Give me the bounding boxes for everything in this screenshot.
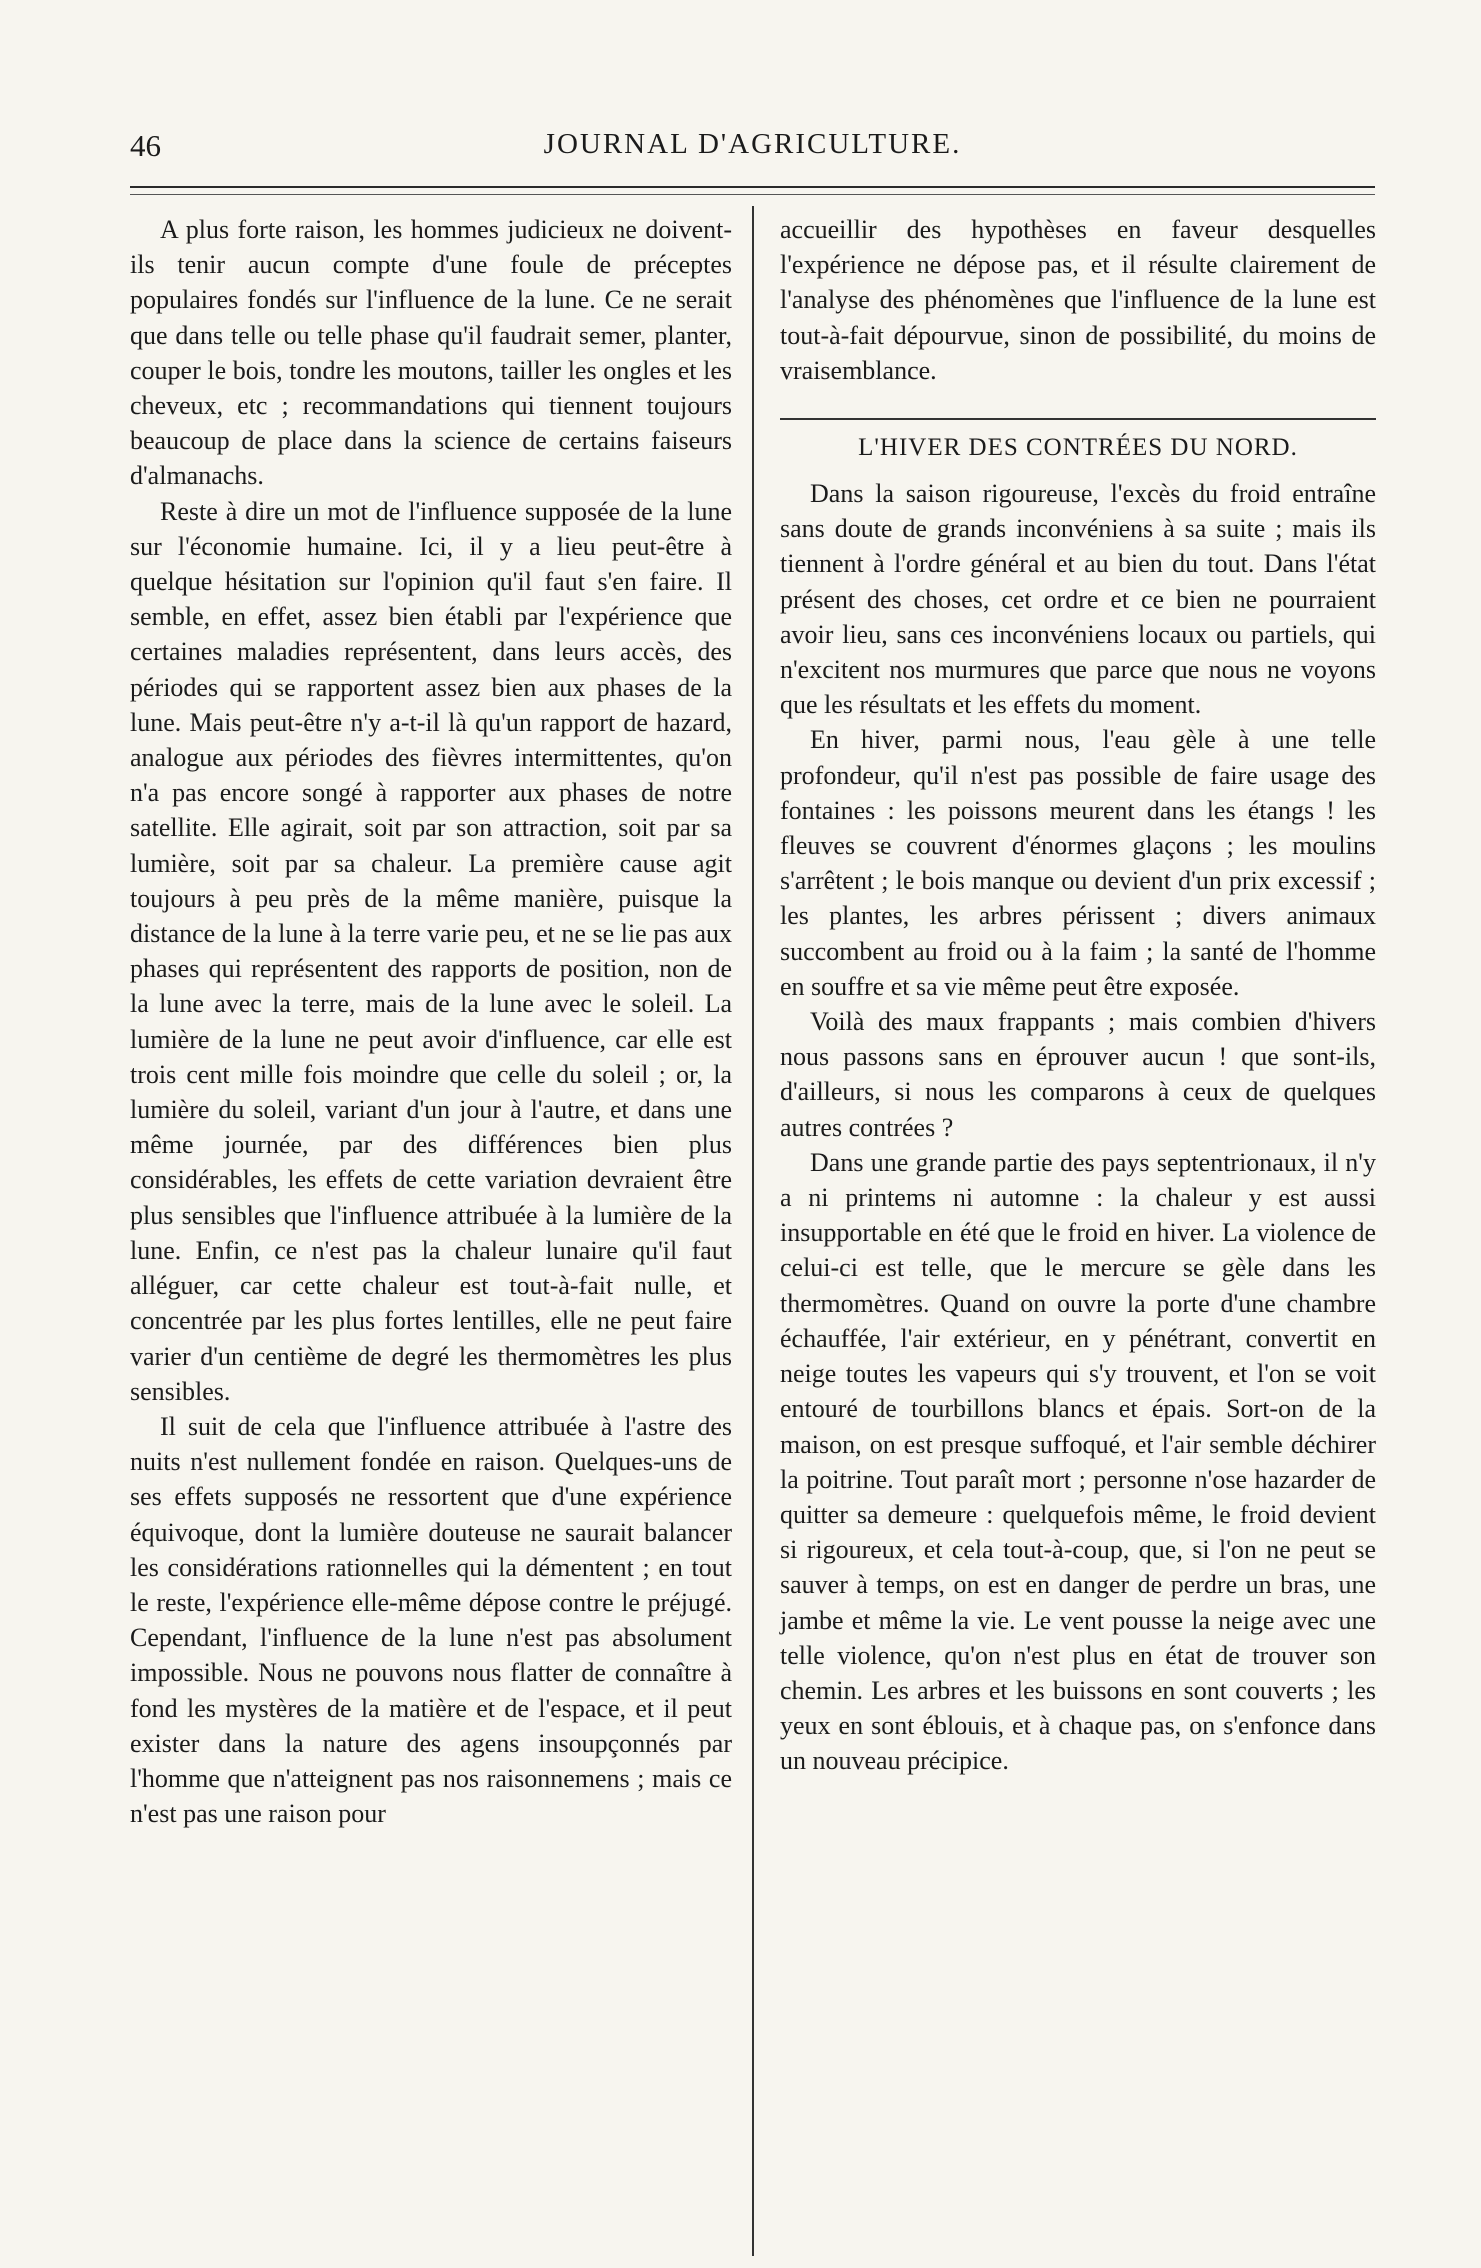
section-title: L'HIVER DES CONTRÉES DU NORD. [858,434,1298,462]
paragraph: Il suit de cela que l'influence attribuée à l'astre des nuits n'est nullement fondée en raison. Quelques-uns de ses effets supposés ne ressortent que d'une expérience équivoque, dont la lumière douteuse ne saurait balancer les considérations rationnelles qui la démentent ; en tout le reste, l'expérience elle-même dépose contre le préjugé. Cependant, l'influence de la lune n'est pas absolument impossible. Nous ne pouvons nous flatter de connaître à fond les mystères de la matière et de l'espace, et il peut exister dans la nature des agens insoupçonnés par l'homme que n'atteignent pas nos raisonnemens ; mais ce n'est pas une raison pour [130,1411,732,1829]
paragraph: Dans la saison rigoureuse, l'excès du froid entraîne sans doute de grands inconvéniens à sa suite ; mais ils tiennent à l'ordre général et au bien du tout. Dans l'état présent des choses, cet ordre et ce bien ne pourraient avoir lieu, sans ces inconvéniens locaux ou partiels, qui n'excitent nos murmures que parce que nous ne voyons que les résultats et les effets du moment. [780,479,1376,720]
page-number: 46 [130,128,161,163]
paragraph: Voilà des maux frappants ; mais combien d'hivers nous passons sans en éprouver aucun ! que sont-ils, d'ailleurs, si nous les comparons à ceux de quelques autres contrées ? [780,1007,1376,1142]
right-column [780,212,1376,1779]
column-divider [752,206,754,2256]
left-column [130,212,732,1831]
header-rule-thin [130,194,1375,195]
header-rule [130,186,1375,188]
page-header [130,128,1375,174]
section-rule [780,418,1376,420]
continued-paragraph: accueillir des hypothèses en faveur desquelles l'expérience ne dépose pas, et il résulte clairement de l'analyse des phénomènes que l'influence de la lune est tout-à-fait dépourvue, sinon de possibilité, du moins de vraisemblance. [780,215,1376,385]
paragraph: Reste à dire un mot de l'influence supposée de la lune sur l'économie humaine. Ici, il y a lieu peut-être à quelque hésitation sur l'opinion qu'il faut s'en faire. Il semble, en effet, assez bien établi par l'expérience que certaines maladies représentent, dans leurs accès, des périodes qui se rapportent assez bien aux phases de la lune. Mais peut-être n'y a-t-il là qu'un rapport de hazard, analogue aux périodes des fièvres intermittentes, qu'on n'a pas encore songé à rapporter aux phases de notre satellite. Elle agirait, soit par son attraction, soit par sa lumière, soit par sa chaleur. La première cause agit toujours à peu près de la même manière, puisque la distance de la lune à la terre varie peu, et ne se lie pas aux phases qui représentent des rapports de position, non de la lune avec la terre, mais de la lune avec le soleil. La lumière de la lune ne peut avoir d'influence, car elle est trois cent mille fois moindre que celle du soleil ; or, la lumière du soleil, variant d'un jour à l'autre, et dans une même journée, par des différences bien plus considérables, les effets de cette variation devraient être plus sensibles que l'influence attribuée à la lumière de la lune. Enfin, ce n'est pas la chaleur lunaire qu'il faut alléguer, car cette chaleur est tout-à-fait nulle, et concentrée par les plus fortes lentilles, elle ne peut faire varier d'un centième de degré les thermomètres les plus sensibles. [130,496,732,1406]
paragraph: Dans une grande partie des pays septentrionaux, il n'y a ni printems ni automne : la chaleur y est aussi insupportable en été que le froid en hiver. La violence de celui-ci est telle, que le mercure se gèle dans les thermomètres. Quand on ouvre la porte d'une chambre échauffée, l'air extérieur, en y pénétrant, convertit en neige toutes les vapeurs qui s'y trouvent, et l'on se voit entouré de tourbillons blancs et épais. Sort-on de la maison, on est presque suffoqué, et l'air semble déchirer la poitrine. Tout paraît mort ; personne n'ose hazarder de quitter sa demeure : quelquefois même, le froid devient si rigoureux, et cela tout-à-coup, que, si l'on ne peut se sauver à temps, on est en danger de perdre un bras, une jambe et même la vie. Le vent pousse la neige avec une telle violence, qu'on n'est plus en état de trouver son chemin. Les arbres et les buissons en sont couverts ; les yeux en sont éblouis, et à chaque pas, on s'enfonce dans un nouveau précipice. [780,1147,1376,1776]
paragraph: En hiver, parmi nous, l'eau gèle à une telle profondeur, qu'il n'est pas possible de faire usage des fontaines : les poissons meurent dans les étangs ! les fleuves se couvrent d'énormes glaçons ; les moulins s'arrêtent ; le bois manque ou devient d'un prix excessif ; les plantes, les arbres périssent ; divers animaux succombent au froid ou à la faim ; la santé de l'homme en souffre et sa vie même peut être exposée. [780,725,1376,1001]
paragraph: A plus forte raison, les hommes judicieux ne doivent-ils tenir aucun compte d'une foule de préceptes populaires fondés sur l'influence de la lune. Ce ne serait que dans telle ou telle phase qu'il faudrait semer, planter, couper le bois, tondre les moutons, tailler les ongles et les cheveux, etc ; recommandations qui tiennent toujours beaucoup de place dans la science de certains faiseurs d'almanachs. [130,215,732,491]
journal-title: JOURNAL D'AGRICULTURE. [543,128,962,160]
